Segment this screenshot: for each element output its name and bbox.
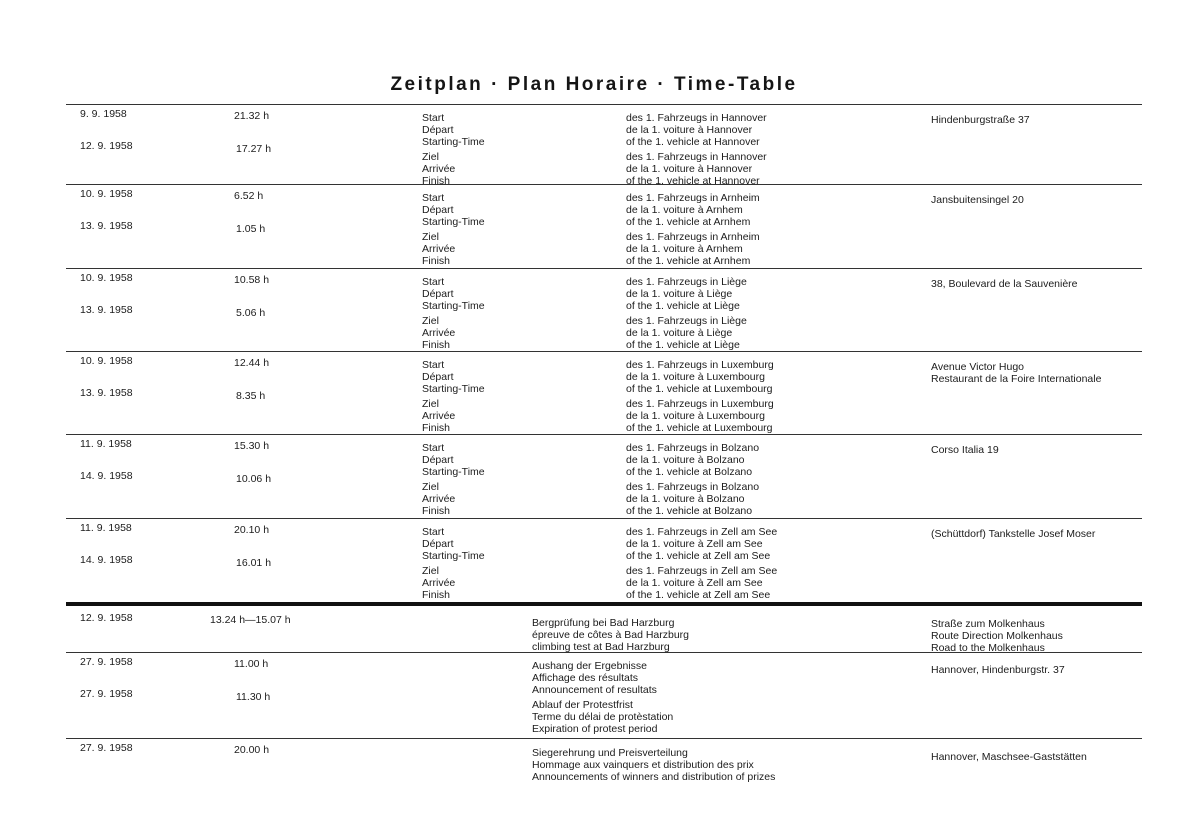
stage-location — [931, 194, 1024, 206]
label-finish-de: Ziel — [422, 231, 439, 243]
stage-row-luxembourg — [66, 351, 1142, 435]
label-start-en: Starting-Time — [422, 216, 485, 228]
finish-time: 10.06 h — [236, 473, 272, 485]
label-start-de: Start — [422, 359, 445, 371]
stage-row-bolzano — [66, 434, 1142, 519]
location-line: Hindenburgstraße 37 — [931, 114, 1030, 126]
start-desc-en: of the 1. vehicle at Zell am See — [626, 550, 771, 562]
stage-row-arnhem — [66, 184, 1142, 269]
label-start-fr: Départ — [422, 454, 454, 466]
stage-descriptions — [626, 442, 759, 517]
start-date: 11. 9. 1958 — [80, 522, 132, 534]
start-desc-fr: de la 1. voiture à Arnhem — [626, 204, 743, 216]
finish-time: 5.06 h — [236, 307, 266, 319]
start-time: 6.52 h — [234, 190, 264, 202]
finish-date: 14. 9. 1958 — [80, 470, 133, 482]
finish-date: 14. 9. 1958 — [80, 554, 133, 566]
stage-descriptions — [626, 359, 774, 434]
stage-labels — [422, 526, 485, 601]
start-desc-en: of the 1. vehicle at Luxembourg — [626, 383, 773, 395]
label-finish-fr: Arrivée — [422, 410, 456, 422]
stage-descriptions — [626, 276, 747, 351]
results-row — [66, 652, 1142, 739]
stage-location — [931, 528, 1095, 540]
finish-desc-fr: de la 1. voiture à Bolzano — [626, 493, 745, 505]
start-desc-en: of the 1. vehicle at Liège — [626, 300, 740, 312]
label-finish-de: Ziel — [422, 398, 439, 410]
start-desc-de: des 1. Fahrzeugs in Luxemburg — [626, 359, 774, 371]
label-finish-en: Finish — [422, 505, 451, 517]
desc-fr: Affichage des résultats — [532, 672, 639, 684]
finish-date: 13. 9. 1958 — [80, 220, 133, 232]
finish-desc-de: des 1. Fahrzeugs in Bolzano — [626, 481, 760, 493]
start-desc-fr: de la 1. voiture à Hannover — [626, 124, 753, 136]
hill-climb-row — [66, 602, 1142, 656]
label-finish-fr: Arrivée — [422, 577, 456, 589]
stage-descriptions — [626, 526, 777, 601]
desc-en: climbing test at Bad Harzburg — [532, 641, 670, 653]
start-desc-de: des 1. Fahrzeugs in Liège — [626, 276, 747, 288]
start-desc-fr: de la 1. voiture à Zell am See — [626, 538, 763, 550]
label-finish-de: Ziel — [422, 151, 439, 163]
finish-date: 13. 9. 1958 — [80, 304, 133, 316]
stage-location — [931, 278, 1078, 290]
finish-desc-de: des 1. Fahrzeugs in Arnheim — [626, 231, 760, 243]
start-time: 21.32 h — [234, 110, 270, 122]
desc-en: Announcements of winners and distribution of prizes — [532, 771, 776, 783]
label-start-fr: Départ — [422, 124, 454, 136]
label-start-de: Start — [422, 112, 445, 124]
finish-desc-en: of the 1. vehicle at Hannover — [626, 175, 760, 187]
desc-de: Bergprüfung bei Bad Harzburg — [532, 617, 675, 629]
stage-location — [931, 361, 1101, 385]
start-time: 12.44 h — [234, 357, 270, 369]
protest-time: 11.30 h — [236, 691, 271, 703]
stage-descriptions — [626, 192, 760, 267]
label-start-de: Start — [422, 442, 445, 454]
results-description — [532, 660, 673, 735]
protest-desc-fr: Terme du délai de protèstation — [532, 711, 674, 723]
finish-desc-de: des 1. Fahrzeugs in Liège — [626, 315, 747, 327]
results-location — [931, 664, 1065, 676]
stage-labels — [422, 276, 485, 351]
stage-location — [931, 444, 999, 456]
label-start-fr: Départ — [422, 371, 454, 383]
finish-desc-en: of the 1. vehicle at Zell am See — [626, 589, 771, 601]
protest-desc-en: Expiration of protest period — [532, 723, 658, 735]
stage-descriptions — [626, 112, 767, 187]
protest-desc-de: Ablauf der Protestfrist — [532, 699, 633, 711]
location-line: Hannover, Hindenburgstr. 37 — [931, 664, 1065, 676]
results-date: 27. 9. 1958 — [80, 656, 133, 668]
hill-climb-description — [532, 617, 689, 653]
label-finish-en: Finish — [422, 589, 451, 601]
label-finish-de: Ziel — [422, 315, 439, 327]
label-finish-en: Finish — [422, 255, 451, 267]
label-start-en: Starting-Time — [422, 300, 485, 312]
label-start-de: Start — [422, 192, 445, 204]
start-date: 11. 9. 1958 — [80, 438, 132, 450]
stage-location — [931, 114, 1030, 126]
finish-desc-de: des 1. Fahrzeugs in Hannover — [626, 151, 767, 163]
location-line: (Schüttdorf) Tankstelle Josef Moser — [931, 528, 1096, 540]
label-start-en: Starting-Time — [422, 383, 485, 395]
stage-row-zell-am-see — [66, 518, 1142, 603]
start-date: 10. 9. 1958 — [80, 355, 133, 367]
page-title: Zeitplan · Plan Horaire · Time-Table — [390, 74, 798, 95]
start-desc-fr: de la 1. voiture à Liège — [626, 288, 733, 300]
desc-de: Siegerehrung und Preisverteilung — [532, 747, 688, 759]
finish-desc-fr: de la 1. voiture à Zell am See — [626, 577, 763, 589]
label-finish-de: Ziel — [422, 481, 439, 493]
ceremony-row — [66, 738, 1142, 789]
start-desc-en: of the 1. vehicle at Bolzano — [626, 466, 753, 478]
label-start-fr: Départ — [422, 288, 454, 300]
start-desc-fr: de la 1. voiture à Bolzano — [626, 454, 745, 466]
hill-climb-time: 13.24 h—15.07 h — [210, 614, 291, 626]
hill-climb-location — [931, 618, 1063, 654]
finish-time: 1.05 h — [236, 223, 266, 235]
label-start-de: Start — [422, 526, 445, 538]
finish-desc-en: of the 1. vehicle at Bolzano — [626, 505, 753, 517]
finish-desc-fr: de la 1. voiture à Hannover — [626, 163, 753, 175]
label-finish-en: Finish — [422, 422, 451, 434]
start-date: 10. 9. 1958 — [80, 272, 133, 284]
label-start-fr: Départ — [422, 538, 454, 550]
stage-labels — [422, 112, 485, 187]
finish-desc-de: des 1. Fahrzeugs in Zell am See — [626, 565, 778, 577]
location-line: 38, Boulevard de la Sauvenière — [931, 278, 1078, 290]
protest-date: 27. 9. 1958 — [80, 688, 133, 700]
start-desc-de: des 1. Fahrzeugs in Arnheim — [626, 192, 760, 204]
label-start-en: Starting-Time — [422, 136, 485, 148]
location-line: Route Direction Molkenhaus — [931, 630, 1063, 642]
start-time: 20.10 h — [234, 524, 270, 536]
desc-fr: épreuve de côtes à Bad Harzburg — [532, 629, 690, 641]
start-date: 10. 9. 1958 — [80, 188, 133, 200]
finish-desc-de: des 1. Fahrzeugs in Luxemburg — [626, 398, 774, 410]
label-start-fr: Départ — [422, 204, 454, 216]
stage-labels — [422, 442, 485, 517]
location-line: Jansbuitensingel 20 — [931, 194, 1024, 206]
start-desc-en: of the 1. vehicle at Arnhem — [626, 216, 751, 228]
start-desc-de: des 1. Fahrzeugs in Zell am See — [626, 526, 778, 538]
label-finish-en: Finish — [422, 339, 451, 351]
ceremony-date: 27. 9. 1958 — [80, 742, 133, 754]
desc-de: Aushang der Ergebnisse — [532, 660, 647, 672]
start-date: 9. 9. 1958 — [80, 108, 127, 120]
results-time: 11.00 h — [234, 658, 269, 670]
finish-desc-fr: de la 1. voiture à Liège — [626, 327, 733, 339]
hill-climb-date: 12. 9. 1958 — [80, 612, 133, 624]
finish-time: 16.01 h — [236, 557, 272, 569]
finish-date: 13. 9. 1958 — [80, 387, 133, 399]
label-start-en: Starting-Time — [422, 466, 485, 478]
location-line: Straße zum Molkenhaus — [931, 618, 1045, 630]
ceremony-description — [532, 747, 775, 783]
finish-time: 17.27 h — [236, 143, 272, 155]
label-finish-fr: Arrivée — [422, 163, 456, 175]
stage-labels — [422, 192, 485, 267]
finish-desc-en: of the 1. vehicle at Arnhem — [626, 255, 751, 267]
label-start-de: Start — [422, 276, 445, 288]
location-line: Avenue Victor Hugo — [931, 361, 1025, 373]
stage-labels — [422, 359, 485, 434]
label-finish-fr: Arrivée — [422, 493, 456, 505]
location-line: Restaurant de la Foire Internationale — [931, 373, 1102, 385]
label-finish-fr: Arrivée — [422, 243, 456, 255]
start-desc-de: des 1. Fahrzeugs in Bolzano — [626, 442, 760, 454]
ceremony-location — [931, 751, 1087, 763]
finish-date: 12. 9. 1958 — [80, 140, 133, 152]
desc-en: Announcement of resultats — [532, 684, 657, 696]
finish-time: 8.35 h — [236, 390, 266, 402]
finish-desc-fr: de la 1. voiture à Luxembourg — [626, 410, 765, 422]
finish-desc-en: of the 1. vehicle at Luxembourg — [626, 422, 773, 434]
finish-desc-en: of the 1. vehicle at Liège — [626, 339, 740, 351]
location-line: Corso Italia 19 — [931, 444, 999, 456]
start-time: 10.58 h — [234, 274, 270, 286]
stage-row-hannover — [66, 104, 1142, 185]
start-desc-de: des 1. Fahrzeugs in Hannover — [626, 112, 767, 124]
location-line: Hannover, Maschsee-Gaststätten — [931, 751, 1087, 763]
start-desc-fr: de la 1. voiture à Luxembourg — [626, 371, 765, 383]
finish-desc-fr: de la 1. voiture à Arnhem — [626, 243, 743, 255]
label-finish-fr: Arrivée — [422, 327, 456, 339]
label-start-en: Starting-Time — [422, 550, 485, 562]
start-time: 15.30 h — [234, 440, 270, 452]
ceremony-time: 20.00 h — [234, 744, 270, 756]
location-line: Road to the Molkenhaus — [931, 642, 1045, 654]
stage-row-liege — [66, 268, 1142, 352]
label-finish-de: Ziel — [422, 565, 439, 577]
label-finish-en: Finish — [422, 175, 451, 187]
start-desc-en: of the 1. vehicle at Hannover — [626, 136, 760, 148]
desc-fr: Hommage aux vainquers et distribution des prix — [532, 759, 754, 771]
